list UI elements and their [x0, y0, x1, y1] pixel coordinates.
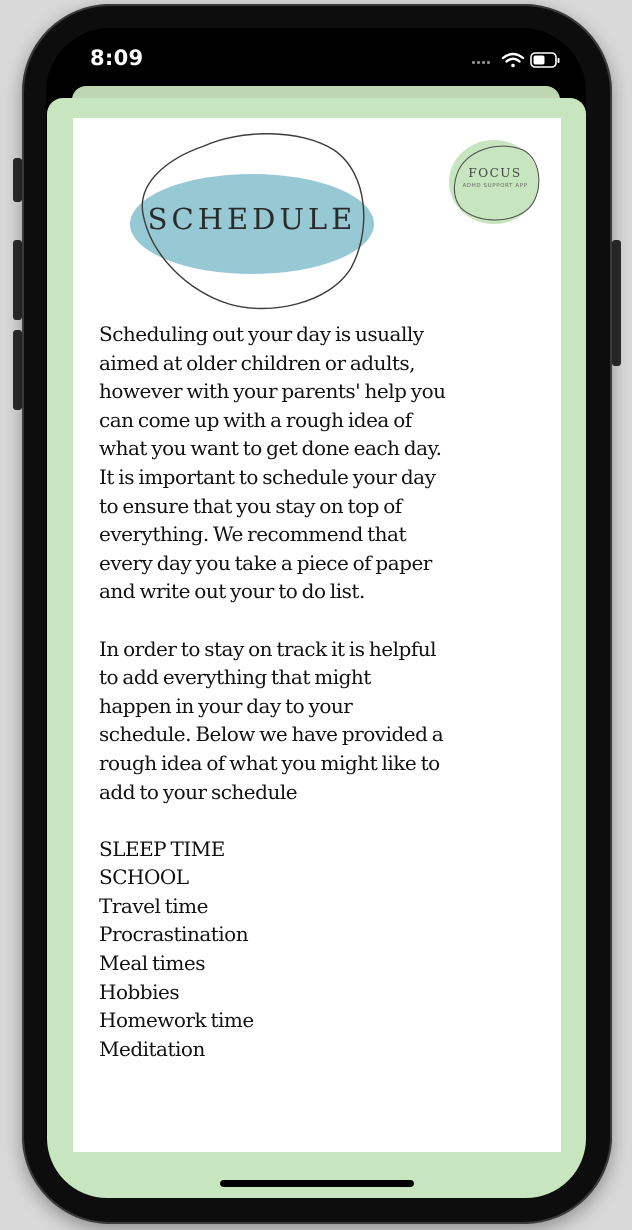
schedule-item-homework: Homework time [99, 1008, 254, 1033]
power-button[interactable] [612, 240, 621, 366]
notch [168, 28, 464, 72]
paragraph-gap [99, 606, 547, 635]
schedule-item-procrastination: Procrastination [99, 922, 249, 947]
intro-line: It is important to schedule your day [99, 464, 436, 489]
volume-down-button[interactable] [13, 330, 22, 410]
body-line: In order to stay on track it is helpful [99, 636, 436, 661]
status-time: 8:09 [90, 46, 144, 70]
volume-up-button[interactable] [13, 240, 22, 320]
intro-line: can come up with a rough idea of [99, 407, 412, 432]
status-icons [470, 50, 566, 72]
schedule-item-meals: Meal times [99, 951, 205, 976]
battery-icon [531, 53, 560, 67]
paragraph-gap [99, 806, 547, 835]
schedule-item-sleep: SLEEP TIME [99, 836, 225, 861]
intro-line: everything. We recommend that [99, 522, 406, 547]
wifi-icon [503, 54, 523, 67]
schedule-item-school: SCHOOL [99, 865, 189, 890]
intro-line: aimed at older children or adults, [99, 350, 416, 375]
schedule-logo [129, 128, 375, 312]
intro-line: every day you take a piece of paper [99, 550, 432, 575]
cellular-signal-icon [472, 61, 490, 64]
body-line: rough idea of what you might like to [99, 750, 440, 775]
focus-logo [447, 138, 543, 224]
schedule-item-hobbies: Hobbies [99, 979, 180, 1004]
intro-line: to ensure that you stay on top of [99, 493, 402, 518]
silent-switch[interactable] [13, 158, 22, 202]
body-line: add to your schedule [99, 779, 298, 804]
schedule-item-meditation: Meditation [99, 1036, 205, 1061]
content-panel[interactable] [73, 118, 561, 1152]
intro-line: Scheduling out your day is usually [99, 322, 424, 346]
focus-logo-graphic [447, 138, 543, 224]
schedule-article [99, 320, 547, 1063]
body-line: happen in your day to your [99, 693, 353, 718]
content-card [47, 98, 586, 1198]
body-line: schedule. Below we have provided a [99, 722, 444, 747]
focus-logo-subtitle: ADHD SUPPORT APP [462, 183, 528, 189]
schedule-item-travel: Travel time [99, 893, 208, 918]
focus-logo-title: FOCUS [468, 166, 522, 180]
intro-line: what you want to get done each day. [99, 436, 442, 461]
intro-line: however with your parents' help you [99, 379, 446, 404]
body-line: to add everything that might [99, 665, 371, 690]
home-indicator[interactable] [220, 1180, 414, 1187]
schedule-logo-text: SCHEDULE [147, 202, 357, 236]
intro-line: and write out your to do list. [99, 579, 365, 604]
